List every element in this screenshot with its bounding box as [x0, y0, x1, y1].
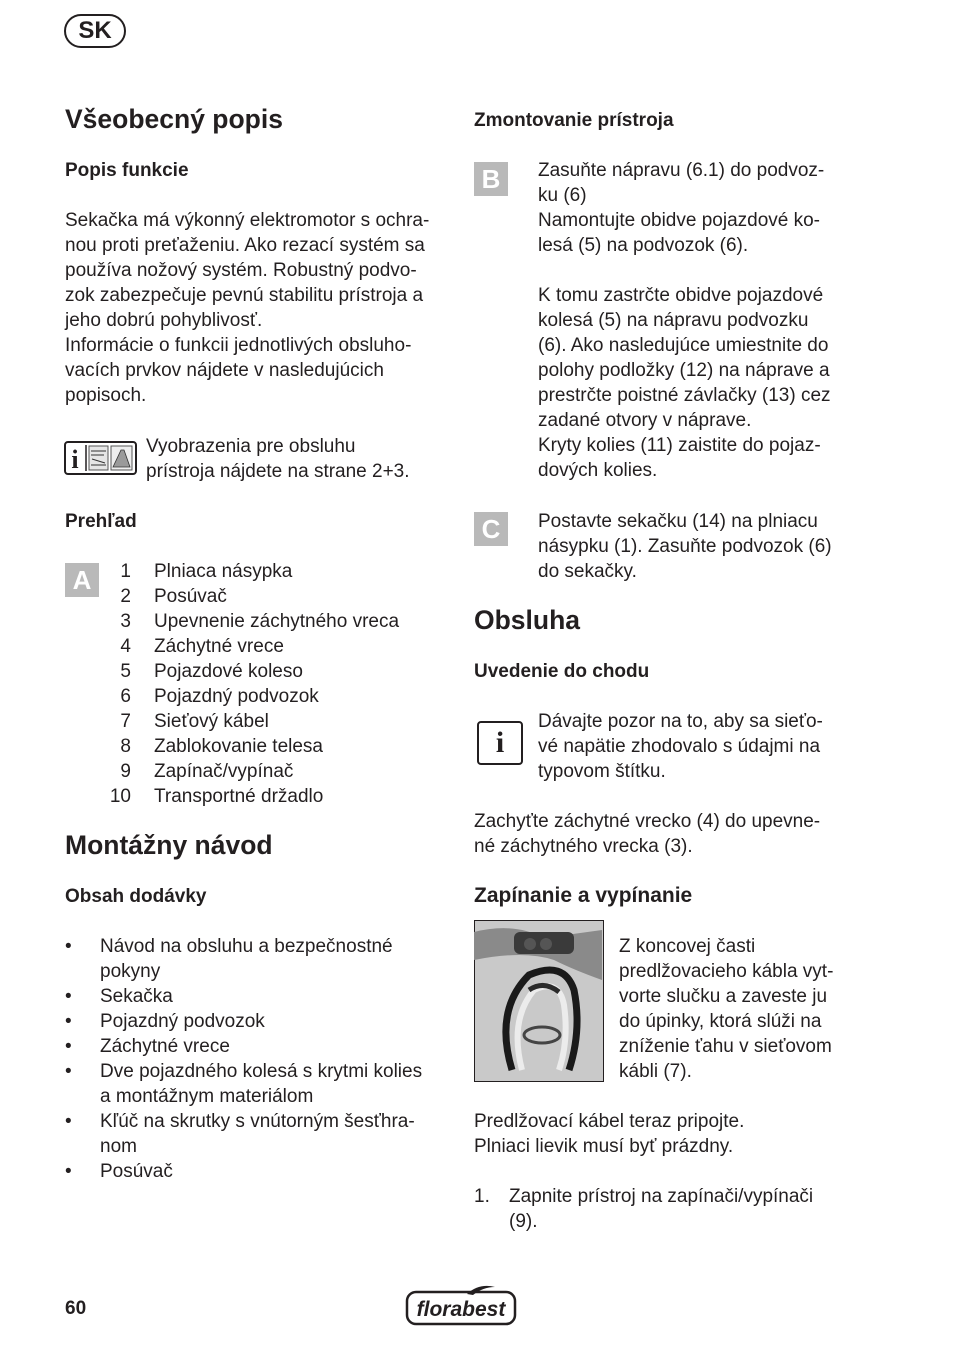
- assembly-step-c-text: Postavte sekačku (14) na plniacu násypku (1). Zasuňte podvozok (6) do sekačky.: [538, 511, 832, 582]
- list-item: 8 Zablokovanie telesa: [120, 736, 323, 757]
- figure-tag-c: C: [474, 512, 508, 546]
- connect-text: Predlžovací kábel teraz pripojte. Plniaci lievik musí byť prázdny.: [474, 1111, 745, 1157]
- parts-list: [107, 559, 447, 809]
- section-title-operation: Obsluha: [474, 605, 581, 635]
- subheading-function: Popis funkcie: [65, 160, 189, 181]
- list-item: • Dve pojazdného kolesá s krytmi kolies a montážnym materiálom: [65, 1059, 450, 1109]
- figure-tag-a: A: [65, 563, 99, 597]
- page-number: 60: [65, 1298, 87, 1319]
- list-item: 9 Zapínač/vypínač: [120, 761, 294, 782]
- voltage-note: Dávajte pozor na to, aby sa sieťo- vé napätie zhodovalo s údajmi na typovom štítku.: [538, 711, 823, 782]
- list-item: 1 Plniaca násypka: [120, 561, 293, 582]
- illustration-info-icon: [64, 441, 137, 475]
- function-description: Sekačka má výkonný elektromotor s ochra- nou proti preťaženiu. Ako rezací systém sa používa nožový systém. Robustný podvo- zok zabezpečuje pevnú stabilitu prístroja a jeho dobrú pohyblivosť. Informácie o funkcii jednotlivých obsluho- vacích prvkov nájdete v nasledujúcich popisoch.: [65, 210, 430, 406]
- list-item: • Návod na obsluhu a bezpečnostné pokyny: [65, 934, 450, 984]
- info-icon: i: [477, 721, 523, 765]
- subheading-delivery: Obsah dodávky: [65, 886, 207, 907]
- svg-text:florabest: florabest: [416, 1298, 506, 1321]
- subheading-assembly: Zmontovanie prístroja: [474, 110, 674, 131]
- step-text: Zapnite prístroj na zapínači/vypínači (9).: [509, 1186, 814, 1232]
- list-item: 5 Pojazdové koleso: [120, 661, 303, 682]
- svg-text:i: i: [71, 445, 79, 474]
- assembly-step-b-text: Zasuňte nápravu (6.1) do podvoz- ku (6) Namontujte obidve pojazdové ko- lesá (5) na podvozok (6). K tomu zastrčte obidve pojazdové kolesá (5) na nápravu podvozku (6). Ako nasledujúce umiestnite do polohy podložky (12) na nápravе a prestrčte poistné závlačky (13) cez zadané otvory v náprave. Kryty kolies (11) zaistite do pojaz- dových kolies.: [538, 160, 831, 481]
- section-title-assembly: Montážny návod: [65, 830, 273, 860]
- delivery-list: [65, 934, 450, 1184]
- cable-loop-text: Z koncovej časti predlžovacieho kábla vyt- vorte slučku a zaveste ju do úpinky, ktorá slúži na zníženie ťahu v sieťovom kábli (7).: [619, 936, 834, 1082]
- list-item: • Posúvač: [65, 1159, 450, 1184]
- list-item: 2 Posúvač: [120, 586, 227, 607]
- list-item: 4 Záchytné vrece: [120, 636, 284, 657]
- subheading-switch: Zapínanie a vypínanie: [474, 884, 693, 907]
- figure-tag-b: B: [474, 162, 508, 196]
- list-item: 7 Sieťový kábel: [120, 711, 269, 732]
- list-item: 6 Pojazdný podvozok: [120, 686, 319, 707]
- subheading-overview: Prehľad: [65, 511, 137, 532]
- florabest-logo: [405, 1283, 517, 1327]
- step-number: 1.: [474, 1186, 490, 1207]
- list-item: • Záchytné vrece: [65, 1034, 450, 1059]
- list-item: 3 Upevnenie záchytného vreca: [120, 611, 400, 632]
- bag-attach-text: Zachyťte záchytné vrecko (4) do upevne- né záchytného vrecka (3).: [474, 811, 821, 857]
- cable-loop-image: [474, 920, 604, 1082]
- list-item: 10 Transportné držadlo: [109, 786, 324, 807]
- illustration-note: Vyobrazenia pre obsluhu prístroja nájdete na strane 2+3.: [146, 436, 410, 482]
- section-title-general: Všeobecný popis: [65, 104, 283, 134]
- list-item: • Pojazdný podvozok: [65, 1009, 450, 1034]
- subheading-startup: Uvedenie do chodu: [474, 661, 650, 682]
- language-badge: SK: [64, 14, 126, 48]
- list-item: • Sekačka: [65, 984, 450, 1009]
- list-item: • Kľúč na skrutky s vnútorným šesťhra- nom: [65, 1109, 450, 1159]
